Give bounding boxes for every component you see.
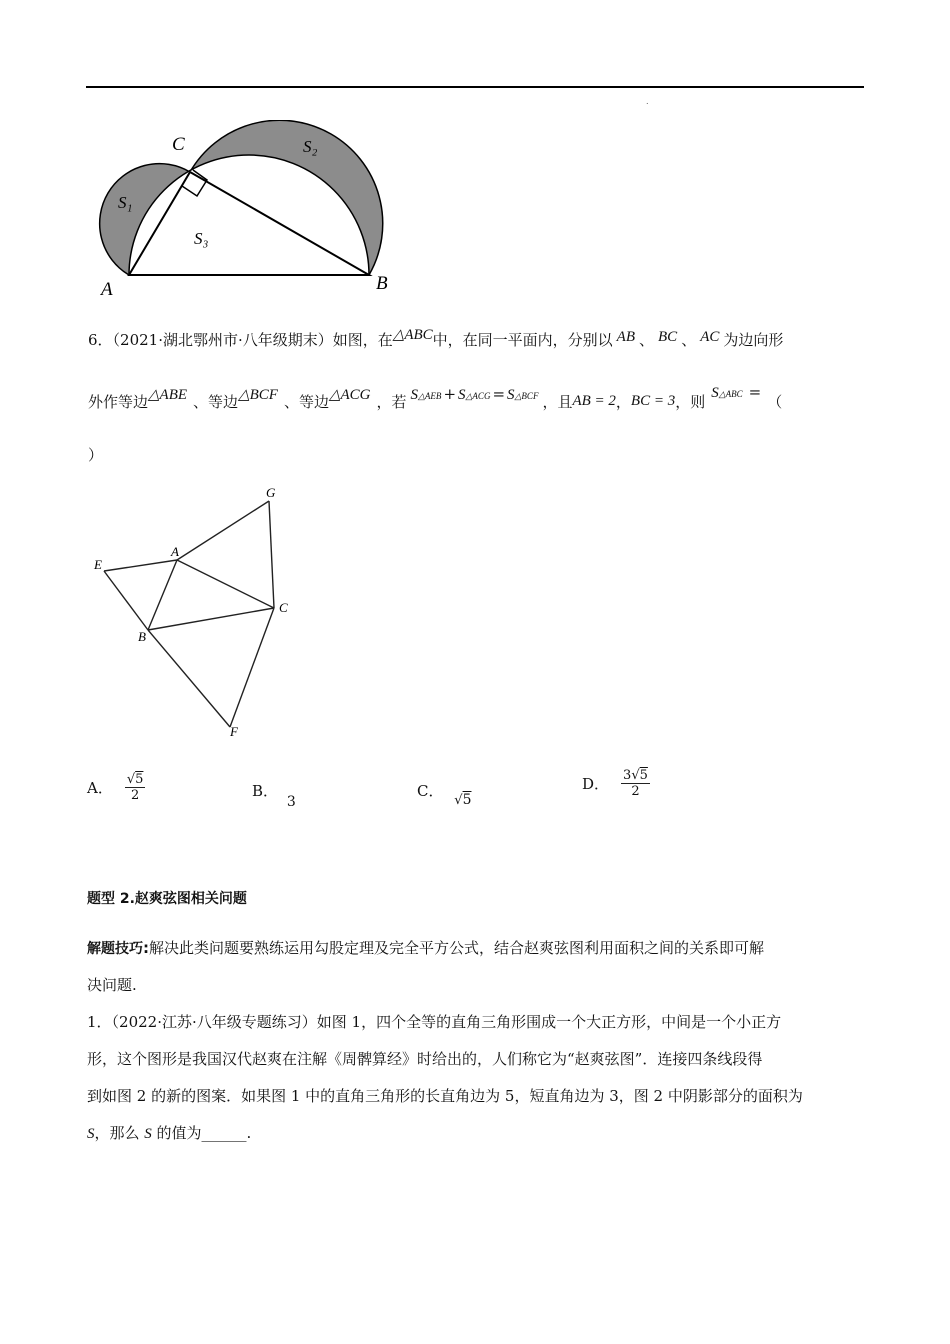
choice-b-label: B． [252, 782, 279, 800]
q6-equals: = [748, 383, 762, 401]
q1-s-variable: S [87, 1126, 95, 1142]
q6-sub-bcf: △BCF [514, 391, 539, 401]
choice-d[interactable] [582, 768, 650, 799]
fig2-label-f: F [230, 724, 238, 739]
tip-line2: 决问题. [87, 976, 137, 994]
q6-text: 、等边 [283, 393, 329, 411]
q1-line4 [87, 1123, 251, 1144]
tip-colon: : [143, 939, 149, 957]
q6-sub-aeb: △AEB [418, 391, 442, 401]
q6-text: 为边向形 [723, 331, 784, 349]
q1-s-variable: S [144, 1126, 152, 1142]
fig1-label-c: C [172, 134, 185, 155]
fig2-label-e: E [94, 557, 102, 572]
q6-text: 中，在同一平面内，分别以 [432, 331, 613, 349]
choice-c[interactable] [417, 780, 472, 808]
figure-equilateral-triangles [86, 480, 306, 745]
q6-line2 [88, 383, 783, 414]
choice-a-numerator: 5 [135, 772, 144, 787]
choice-d-coefficient: 3 [623, 768, 632, 783]
sqrt-icon: √ [126, 772, 136, 787]
q6-source: （2021·湖北鄂州市·八年级期末） [112, 331, 333, 349]
q6-text: 、 [639, 331, 655, 349]
q1-text: ，那么 [94, 1124, 145, 1142]
choice-d-label: D． [582, 775, 610, 793]
header-dot: . [646, 97, 649, 106]
segment-eb [104, 571, 148, 630]
choice-b[interactable] [252, 780, 296, 810]
choice-c-label: C． [417, 782, 444, 800]
q6-tri-abe: △ABE [148, 387, 188, 403]
choice-a-denominator: 2 [130, 788, 140, 803]
fig2-label-c: C [279, 600, 288, 615]
fig2-label-g: G [266, 485, 276, 500]
q6-text: 如图，在 [332, 331, 393, 349]
q6-line1 [88, 327, 784, 351]
q6-sub-acg: △ACG [465, 391, 491, 401]
q6-area-s: S [410, 387, 419, 403]
segment-ac [177, 560, 274, 608]
choice-a-fraction [125, 772, 146, 803]
choice-d-denominator: 2 [631, 784, 640, 799]
segment-bf [148, 630, 230, 727]
q6-text: ，则 [675, 393, 706, 411]
segment-bc [148, 608, 274, 630]
q6-paren-open: （ [767, 393, 783, 411]
section-title: 题型 2.赵爽弦图相关问题 [87, 891, 247, 907]
fig1-label-s1: S₁ [118, 193, 133, 212]
tip-text: 解决此类问题要熟练运用勾股定理及完全平方公式，结合赵爽弦图利用面积之间的关系即可解 [149, 939, 765, 957]
fig2-label-a: A [171, 544, 179, 559]
q6-number: 6． [88, 331, 113, 349]
q6-text: 、等边 [193, 393, 239, 411]
q6-paren-close: ） [88, 446, 104, 464]
q6-text: ， [615, 393, 631, 411]
sqrt-icon: √ [454, 793, 463, 808]
q6-line3 [88, 445, 103, 465]
q1-text: 的值为______. [151, 1124, 252, 1142]
q6-bc-value: BC = 3 [630, 393, 676, 409]
q6-text: ，且 [542, 393, 573, 411]
tip-label: 解题技巧 [87, 941, 143, 957]
segment-ag [177, 501, 269, 560]
segment-ea [104, 560, 177, 571]
choice-a[interactable] [87, 772, 145, 803]
choice-c-value: 5 [462, 792, 472, 808]
sqrt-icon: √ [631, 768, 640, 783]
choice-b-value: 3 [286, 794, 296, 810]
q6-area-s: S [458, 387, 466, 403]
q6-bc: BC [658, 329, 678, 345]
q6-text: 、 [681, 331, 697, 349]
fig1-label-s3: S₃ [194, 229, 209, 248]
fig2-label-b: B [138, 629, 146, 644]
segment-cf [230, 608, 274, 727]
fig1-label-a: A [101, 279, 113, 300]
q6-sub-abc: △ABC [718, 389, 743, 399]
q6-ab: AB [616, 329, 635, 345]
q1-line2: 形，这个图形是我国汉代赵爽在注解《周髀算经》时给出的，人们称它为“赵爽弦图”．连接四条线段得 [87, 1050, 763, 1068]
q6-ac: AC [700, 329, 720, 345]
q6-area-equation [411, 385, 539, 403]
q1-line1: 1．（2022·江苏·八年级专题练习）如图 1，四个全等的直角三角形围成一个大正方形，中间是一个小正方 [87, 1013, 782, 1031]
q6-target-area [711, 383, 761, 401]
segment-ab [148, 560, 177, 630]
fig1-label-b: B [376, 273, 388, 294]
q6-tri-bcf: △BCF [238, 387, 278, 403]
q1-line3: 到如图 2 的新的图案．如果图 1 中的直角三角形的长直角边为 5，短直角边为 3，图 2 中阴影部分的面积为 [87, 1087, 803, 1105]
choice-d-fraction [621, 768, 650, 799]
q6-plus: + [443, 385, 457, 403]
q6-text: 外作等边 [88, 393, 149, 411]
tip-line1 [87, 938, 764, 959]
choice-d-numerator: 5 [639, 768, 648, 783]
segment-gc [269, 501, 274, 608]
q6-text: ，若 [376, 393, 407, 411]
q6-equals: = [492, 385, 506, 403]
q6-ab-value: AB = 2 [572, 393, 616, 409]
choice-a-label: A． [87, 779, 113, 797]
q6-tri-acg: △ACG [328, 387, 371, 403]
q6-area-s: S [711, 385, 719, 401]
choice-c-expression [454, 790, 471, 808]
header-rule [86, 86, 864, 88]
fig1-label-s2: S₂ [303, 137, 318, 156]
q6-tri-abc: △ABC [392, 327, 433, 343]
figure-semicircles [86, 120, 426, 310]
q6-area-s: S [507, 387, 515, 403]
